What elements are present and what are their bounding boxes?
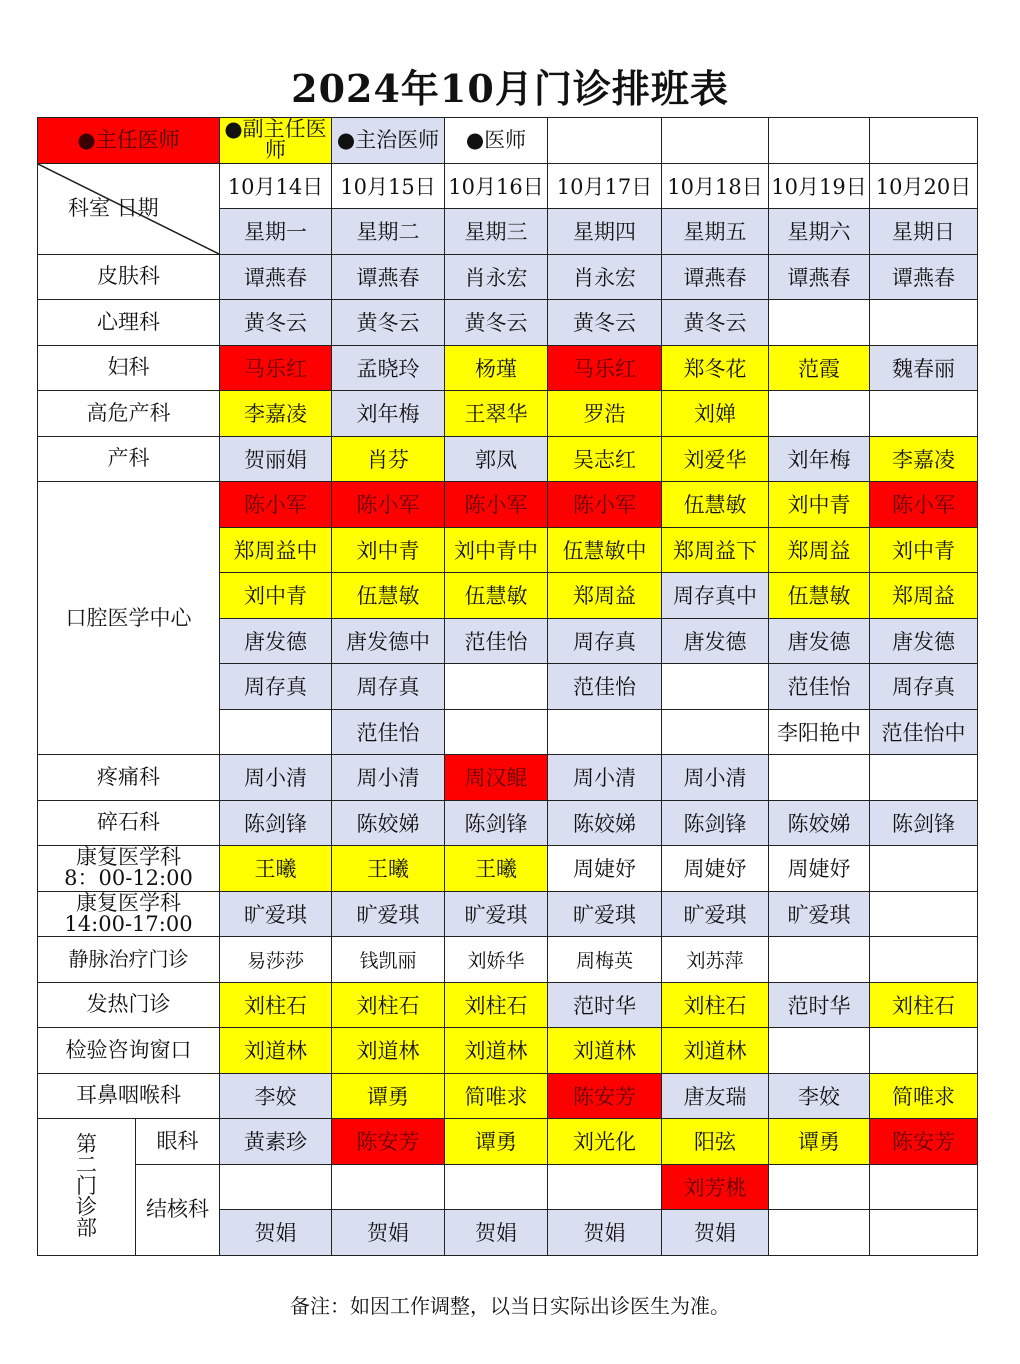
campus-char: 门 [76,1174,97,1199]
doctor-cell: 易莎莎 [220,937,332,983]
weekday-cell: 星期四 [548,209,662,255]
doctor-cell [220,1164,332,1210]
dept-label: 疼痛科 [38,755,220,801]
doctor-cell: 马乐红 [220,345,332,391]
doctor-cell: 谭勇 [769,1119,870,1165]
doctor-cell: 周小清 [220,755,332,801]
date-cell: 10月19日 [769,163,870,209]
doctor-cell: 旷爱琪 [769,891,870,937]
campus-char: 第 [76,1132,97,1157]
doctor-cell: 贺娟 [548,1210,662,1256]
row-kangfu-pm [38,891,978,937]
doctor-cell [548,709,662,755]
footnote: 备注：如因工作调整，以当日实际出诊医生为准。 [290,1294,730,1318]
doctor-cell: 周小清 [662,755,769,801]
row-chanke [38,436,978,482]
doctor-cell: 刘道林 [662,1028,769,1074]
doctor-cell: 周婕妤 [769,846,870,892]
doctor-cell: 孟晓玲 [332,345,445,391]
doctor-cell: 范时华 [769,982,870,1028]
dept-label: 碎石科 [38,800,220,846]
doctor-cell: 阳弦 [662,1119,769,1165]
doctor-cell [548,1164,662,1210]
doctor-cell: 旷爱琪 [332,891,445,937]
weekday-cell: 星期二 [332,209,445,255]
weekday-cell: 星期三 [445,209,548,255]
dept-hours: 8：00-12:00 [64,866,193,891]
campus-char: 诊 [76,1195,97,1220]
dept-label: 高危产科 [38,391,220,437]
doctor-cell: 伍慧敏 [769,573,870,619]
page-title: 2024年10月门诊排班表 [291,66,729,111]
doctor-cell: 李姣 [769,1073,870,1119]
doctor-cell: 刘中青 [332,527,445,573]
dept-label: 口腔医学中心 [38,482,220,755]
doctor-cell: 范佳怡 [769,664,870,710]
date-cell: 10月18日 [662,163,769,209]
dept-label: 皮肤科 [38,254,220,300]
doctor-cell: 周存真 [220,664,332,710]
doctor-cell: 旷爱琪 [220,891,332,937]
doctor-cell: 陈安芳 [870,1119,978,1165]
date-cell: 10月17日 [548,163,662,209]
date-cell: 10月16日 [445,163,548,209]
doctor-cell: 简唯求 [870,1073,978,1119]
doctor-cell: 郑周益 [548,573,662,619]
doctor-cell: 王曦 [332,846,445,892]
doctor-cell: 刘中青中 [445,527,548,573]
row-jianyan [38,1028,978,1074]
doctor-cell: 谭燕春 [220,254,332,300]
doctor-cell: 周梅英 [548,937,662,983]
doctor-cell: 周汉鲲 [445,755,548,801]
doctor-cell: 唐友瑞 [662,1073,769,1119]
doctor-cell [445,1164,548,1210]
doctor-cell: 旷爱琪 [662,891,769,937]
doctor-cell: 马乐红 [548,345,662,391]
campus-char: 二 [76,1153,97,1178]
date-cell: 10月20日 [870,163,978,209]
legend-empty [870,118,978,164]
row-suishi [38,800,978,846]
doctor-cell: 肖芬 [332,436,445,482]
doctor-cell: 贺丽娟 [220,436,332,482]
dept-label: 静脉治疗门诊 [38,937,220,983]
doctor-cell: 贺娟 [445,1210,548,1256]
doctor-cell: 陈姣娣 [332,800,445,846]
doctor-cell: 范佳怡中 [870,709,978,755]
doctor-cell [445,664,548,710]
doctor-cell: 刘中青 [220,573,332,619]
doctor-cell: 伍慧敏中 [548,527,662,573]
doctor-cell [220,709,332,755]
doctor-cell [870,891,978,937]
doctor-cell: 刘年梅 [332,391,445,437]
doctor-cell: 周存真中 [662,573,769,619]
row-tengtong [38,755,978,801]
doctor-cell: 吴志红 [548,436,662,482]
doctor-cell [662,664,769,710]
doctor-cell: 唐发德 [662,618,769,664]
legend-empty [662,118,769,164]
legend-empty [769,118,870,164]
doctor-cell: 郑周益 [769,527,870,573]
doctor-cell: 陈姣娣 [769,800,870,846]
dept-label [38,846,220,892]
doctor-cell: 刘道林 [548,1028,662,1074]
doctor-cell [445,709,548,755]
doctor-cell: 李姣 [220,1073,332,1119]
doctor-cell: 黄冬云 [332,300,445,346]
doctor-cell: 黄冬云 [662,300,769,346]
doctor-cell: 王翠华 [445,391,548,437]
dept-hours: 14:00-17:00 [64,911,193,936]
doctor-cell: 周存真 [548,618,662,664]
doctor-cell: 肖永宏 [445,254,548,300]
doctor-cell: 旷爱琪 [445,891,548,937]
date-row [38,163,978,209]
doctor-cell [769,1164,870,1210]
row-kangfu-am [38,846,978,892]
dept-label: 发热门诊 [38,982,220,1028]
dept-label: 结核科 [136,1164,220,1255]
dept-name: 康复医学科 [76,891,181,915]
doctor-cell: 伍慧敏 [332,573,445,619]
doctor-cell: 刘道林 [445,1028,548,1074]
doctor-cell: 范时华 [548,982,662,1028]
schedule-table [37,117,978,1256]
doctor-cell: 谭勇 [332,1073,445,1119]
row-xinli [38,300,978,346]
row-fare [38,982,978,1028]
doctor-cell: 刘苏萍 [662,937,769,983]
doctor-cell: 刘柱石 [445,982,548,1028]
weekday-cell: 星期六 [769,209,870,255]
doctor-cell [870,300,978,346]
doctor-cell: 刘婵 [662,391,769,437]
doctor-cell: 周小清 [548,755,662,801]
doctor-cell: 陈小军 [445,482,548,528]
row-jiehe-1 [38,1164,978,1210]
doctor-cell: 陈小军 [220,482,332,528]
dept-label: 眼科 [136,1119,220,1165]
doctor-cell: 杨瑾 [445,345,548,391]
date-cell: 10月15日 [332,163,445,209]
doctor-cell: 贺娟 [332,1210,445,1256]
doctor-cell: 刘芳桃 [662,1164,769,1210]
doctor-cell [769,755,870,801]
doctor-cell: 贺娟 [220,1210,332,1256]
campus-char: 部 [76,1216,97,1241]
doctor-cell: 李嘉凌 [870,436,978,482]
legend-resident: ●医师 [445,118,548,164]
second-campus-label [38,1119,136,1256]
doctor-cell: 郭凤 [445,436,548,482]
corner-label: 科室 日期 [68,195,159,220]
row-gaowei [38,391,978,437]
dept-label: 妇科 [38,345,220,391]
doctor-cell: 罗浩 [548,391,662,437]
doctor-cell: 贺娟 [662,1210,769,1256]
dept-name: 康复医学科 [76,845,181,870]
doctor-cell [870,937,978,983]
doctor-cell: 陈剑锋 [220,800,332,846]
doctor-cell: 唐发德 [769,618,870,664]
doctor-cell: 陈剑锋 [445,800,548,846]
doctor-cell: 郑周益中 [220,527,332,573]
legend-attending: ●主治医师 [332,118,445,164]
doctor-cell [870,1028,978,1074]
doctor-cell: 刘道林 [220,1028,332,1074]
doctor-cell: 刘娇华 [445,937,548,983]
doctor-cell: 周婕妤 [662,846,769,892]
doctor-cell: 谭燕春 [870,254,978,300]
doctor-cell [870,755,978,801]
doctor-cell: 陈姣娣 [548,800,662,846]
doctor-cell: 伍慧敏 [445,573,548,619]
doctor-cell: 伍慧敏 [662,482,769,528]
dept-label: 耳鼻咽喉科 [38,1073,220,1119]
doctor-cell: 唐发德 [220,618,332,664]
doctor-cell: 钱凯丽 [332,937,445,983]
doctor-cell: 肖永宏 [548,254,662,300]
doctor-cell [769,300,870,346]
doctor-cell: 王曦 [445,846,548,892]
row-pifu [38,254,978,300]
weekday-cell: 星期五 [662,209,769,255]
legend-empty [548,118,662,164]
dept-label: 心理科 [38,300,220,346]
doctor-cell: 黄冬云 [220,300,332,346]
doctor-cell: 谭燕春 [332,254,445,300]
doctor-cell: 谭燕春 [662,254,769,300]
doctor-cell [662,709,769,755]
doctor-cell: 简唯求 [445,1073,548,1119]
doctor-cell: 陈小军 [332,482,445,528]
doctor-cell: 陈剑锋 [662,800,769,846]
doctor-cell [769,1028,870,1074]
doctor-cell: 黄冬云 [445,300,548,346]
doctor-cell: 谭勇 [445,1119,548,1165]
legend-row [38,118,978,164]
doctor-cell: 刘年梅 [769,436,870,482]
doctor-cell: 陈剑锋 [870,800,978,846]
doctor-cell: 旷爱琪 [548,891,662,937]
dept-label: 产科 [38,436,220,482]
doctor-cell: 刘柱石 [870,982,978,1028]
doctor-cell: 唐发德 [870,618,978,664]
doctor-cell: 刘爱华 [662,436,769,482]
doctor-cell: 刘柱石 [220,982,332,1028]
doctor-cell: 郑冬花 [662,345,769,391]
weekday-cell: 星期日 [870,209,978,255]
dept-label [38,891,220,937]
doctor-cell: 范霞 [769,345,870,391]
doctor-cell: 魏春丽 [870,345,978,391]
doctor-cell: 郑周益下 [662,527,769,573]
weekday-cell: 星期一 [220,209,332,255]
doctor-cell: 刘中青 [870,527,978,573]
doctor-cell [870,391,978,437]
doctor-cell: 谭燕春 [769,254,870,300]
doctor-cell: 刘道林 [332,1028,445,1074]
doctor-cell [769,1210,870,1256]
doctor-cell: 刘柱石 [332,982,445,1028]
doctor-cell: 陈安芳 [332,1119,445,1165]
doctor-cell [870,846,978,892]
doctor-cell: 李嘉凌 [220,391,332,437]
doctor-cell: 刘中青 [769,482,870,528]
row-erbi [38,1073,978,1119]
row-kouqiang-1 [38,482,978,528]
doctor-cell [769,391,870,437]
doctor-cell: 李阳艳中 [769,709,870,755]
doctor-cell: 郑周益 [870,573,978,619]
doctor-cell: 周小清 [332,755,445,801]
doctor-cell [870,1164,978,1210]
doctor-cell: 刘光化 [548,1119,662,1165]
doctor-cell: 陈安芳 [548,1073,662,1119]
doctor-cell: 黄素珍 [220,1119,332,1165]
row-yanke [38,1119,978,1165]
doctor-cell: 周存真 [332,664,445,710]
corner-header [38,163,220,254]
doctor-cell: 范佳怡 [445,618,548,664]
doctor-cell: 刘柱石 [662,982,769,1028]
doctor-cell: 周婕妤 [548,846,662,892]
legend-chief: ●主任医师 [38,118,220,164]
doctor-cell [332,1164,445,1210]
doctor-cell [870,1210,978,1256]
legend-associate: ●副主任医师 [220,118,332,164]
doctor-cell: 陈小军 [870,482,978,528]
doctor-cell: 周存真 [870,664,978,710]
doctor-cell: 范佳怡 [332,709,445,755]
doctor-cell: 陈小军 [548,482,662,528]
dept-label: 检验咨询窗口 [38,1028,220,1074]
row-fuke [38,345,978,391]
doctor-cell: 范佳怡 [548,664,662,710]
doctor-cell: 黄冬云 [548,300,662,346]
row-jingmai [38,937,978,983]
doctor-cell [769,937,870,983]
date-cell: 10月14日 [220,163,332,209]
doctor-cell: 唐发德中 [332,618,445,664]
doctor-cell: 王曦 [220,846,332,892]
